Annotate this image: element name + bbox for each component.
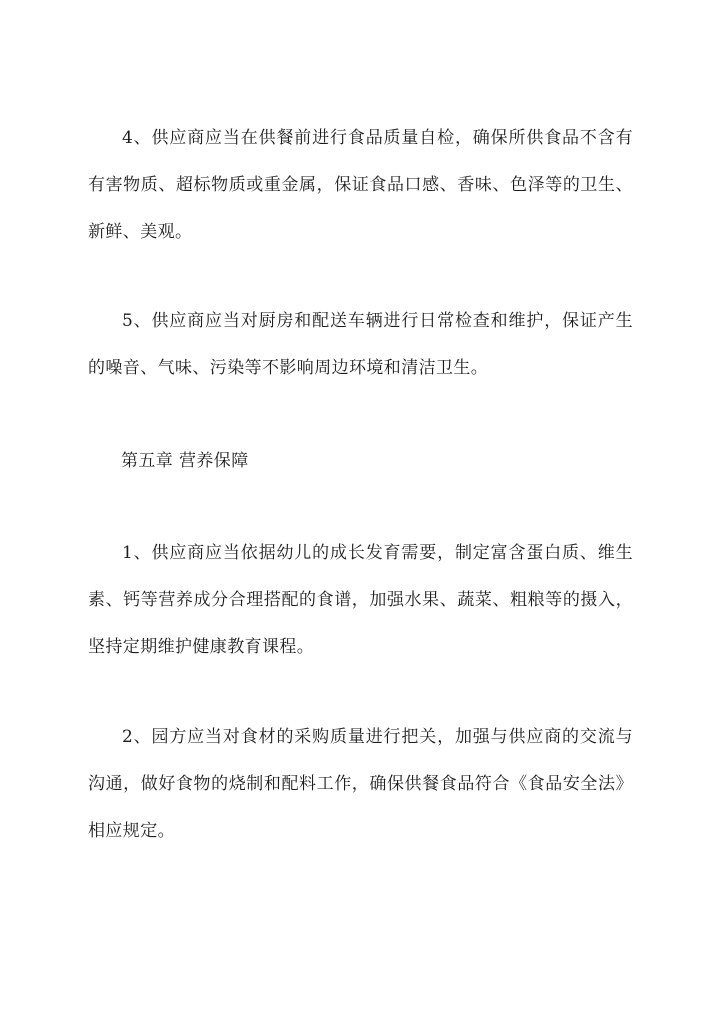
paragraph-5: 5、供应商应当对厨房和配送车辆进行日常检查和维护，保证产生的噪音、气味、污染等不影响周边环境和清洁卫生。 (88, 311, 633, 378)
chapter-paragraph-2: 2、园方应当对食材的采购质量进行把关，加强与供应商的交流与沟通，做好食物的烧制和配料工作，确保供餐食品符合《食品安全法》相应规定。 (88, 727, 633, 841)
paragraph-4: 4、供应商应当在供餐前进行食品质量自检，确保所供食品不含有有害物质、超标物质或重金属，保证食品口感、香味、色泽等的卫生、新鲜、美观。 (88, 128, 633, 242)
chapter-heading: 第五章 营养保障 (121, 451, 249, 471)
chapter-paragraph-1: 1、供应商应当依据幼儿的成长发育需要，制定富含蛋白质、维生素、钙等营养成分合理搭配的食谱，加强水果、蔬菜、粗粮等的摄入，坚持定期维护健康教育课程。 (88, 543, 633, 657)
